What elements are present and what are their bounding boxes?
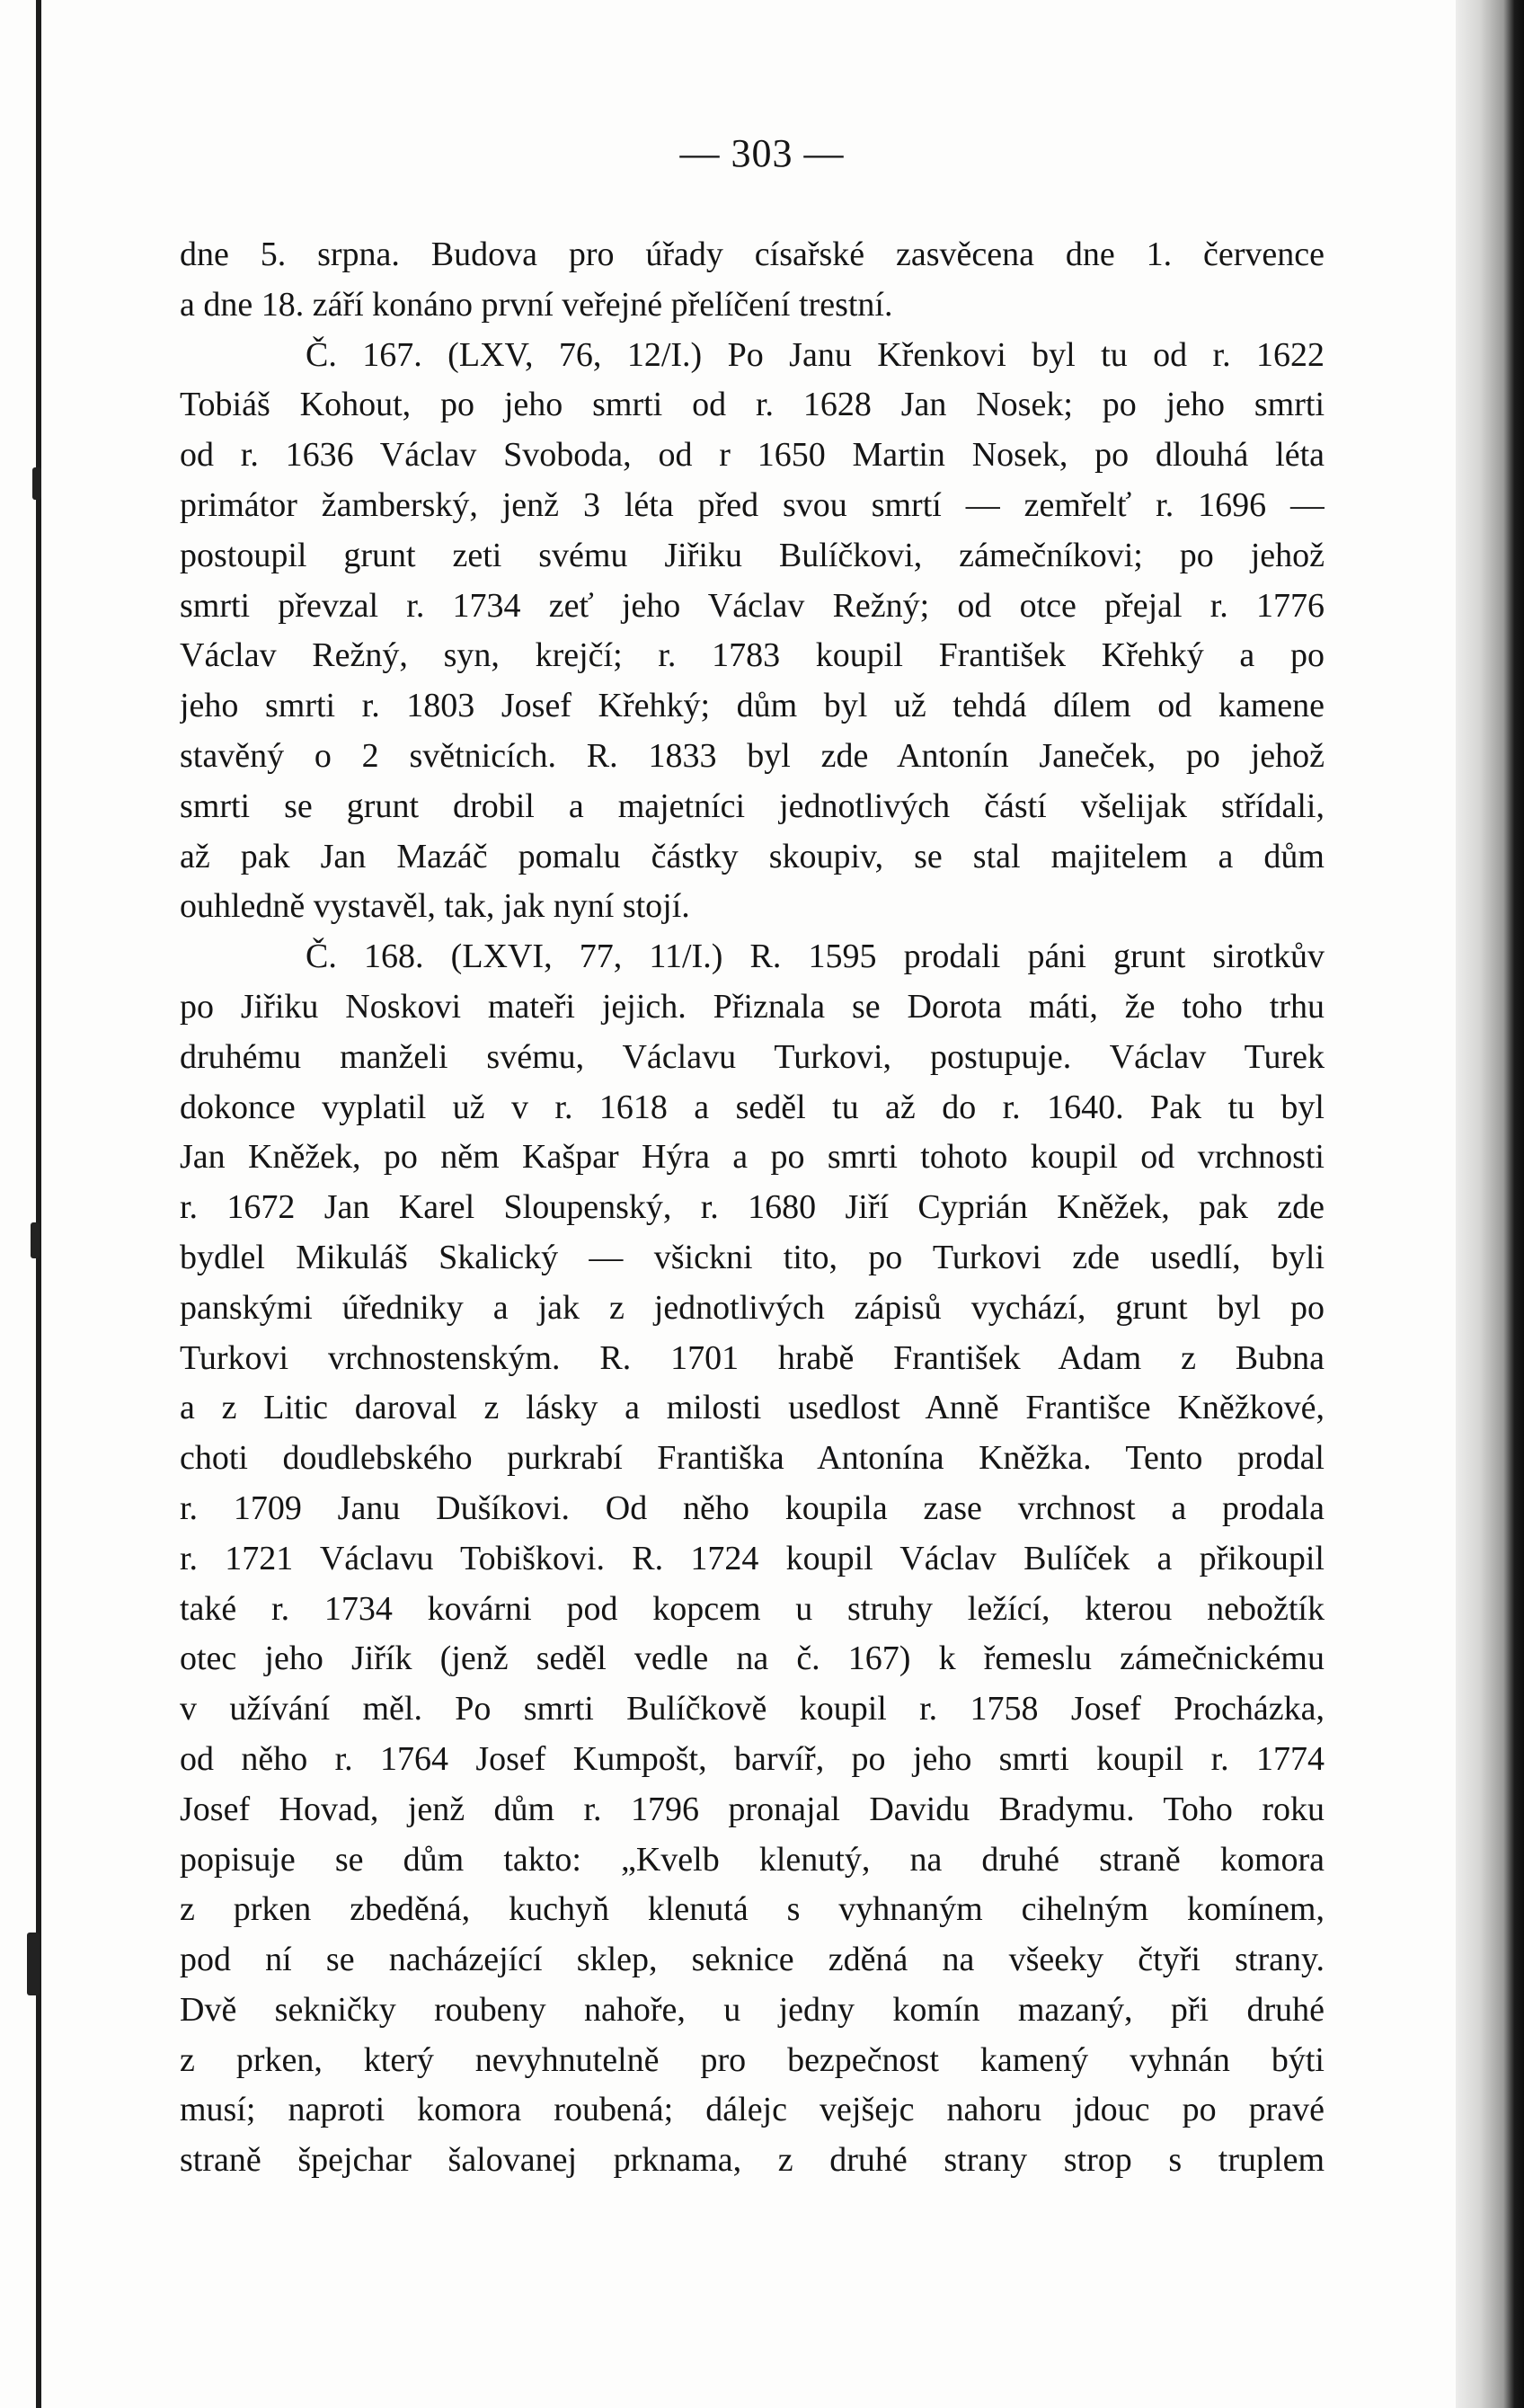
text-line: bydlel Mikuláš Skalický — všickni tito, po Turkovi zde usedlí, byli xyxy=(180,1238,1325,1276)
text-line: choti doudlebského purkrabí Františka Antonína Kněžka. Tento prodal xyxy=(180,1439,1325,1478)
text-line: smrti se grunt drobil a majetníci jednotlivých částí všelijak střídali, xyxy=(180,786,1325,825)
text-line: Č. 168. (LXVI, 77, 11/I.) R. 1595 prodali páni grunt sirotkův xyxy=(306,937,1325,976)
text-line: otec jeho Jiřík (jenž seděl vedle na č. 167) k řemeslu zámečnickému xyxy=(180,1639,1325,1678)
text-line: panskými úředniky a jak z jednotlivých zápisů vychází, grunt byl po xyxy=(180,1288,1325,1327)
text-line: až pak Jan Mazáč pomalu částky skoupiv, se stal majitelem a dům xyxy=(180,837,1325,875)
binding-mark xyxy=(27,1933,40,1995)
text-line: primátor žamberský, jenž 3 léta před svou smrtí — zemřelť r. 1696 — xyxy=(180,485,1325,524)
text-line: Turkovi vrchnostenským. R. 1701 hrabě František Adam z Bubna xyxy=(180,1338,1325,1377)
text-line: straně špejchar šalovanej prknama, z druhé strany strop s truplem xyxy=(180,2141,1325,2180)
text-line: popisuje se dům takto: „Kvelb klenutý, na druhé straně komora xyxy=(180,1840,1325,1879)
text-line: také r. 1734 kovárni pod kopcem u struhy ležící, kterou nebožtík xyxy=(180,1589,1325,1628)
text-line: Dvě sekničky roubeny nahoře, u jedny komín mazaný, při druhé xyxy=(180,1990,1325,2029)
text-line: druhému manželi svému, Václavu Turkovi, postupuje. Václav Turek xyxy=(180,1037,1325,1076)
text-line: ouhledně vystavěl, tak, jak nyní stojí. xyxy=(180,887,690,926)
text-line: Č. 167. (LXV, 76, 12/I.) Po Janu Křenkovi byl tu od r. 1622 xyxy=(306,335,1325,374)
text-line: postoupil grunt zeti svému Jiřiku Bulíčkovi, zámečníkovi; po jehož xyxy=(180,536,1325,574)
text-line: r. 1709 Janu Dušíkovi. Od něho koupila zase vrchnost a prodala xyxy=(180,1488,1325,1527)
text-line: z prken, který nevyhnutelně pro bezpečnost kamený vyhnán býti xyxy=(180,2040,1325,2079)
text-line: od r. 1636 Václav Svoboda, od r 1650 Martin Nosek, po dlouhá léta xyxy=(180,436,1325,475)
text-line: dokonce vyplatil už v r. 1618 a seděl tu až do r. 1640. Pak tu byl xyxy=(180,1088,1325,1126)
text-line: smrti převzal r. 1734 zeť jeho Václav Režný; od otce přejal r. 1776 xyxy=(180,586,1325,625)
page-edge-shadow xyxy=(1456,0,1524,2408)
text-line: r. 1672 Jan Karel Sloupenský, r. 1680 Jiří Cyprián Kněžek, pak zde xyxy=(180,1188,1325,1227)
text-line: Tobiáš Kohout, po jeho smrti od r. 1628 Jan Nosek; po jeho smrti xyxy=(180,386,1325,424)
text-line: z prken zbeděná, kuchyň klenutá s vyhnaným cihelným komínem, xyxy=(180,1890,1325,1929)
text-line: po Jiřiku Noskovi mateři jejich. Přiznala se Dorota máti, že toho trhu xyxy=(180,987,1325,1026)
text-line: od něho r. 1764 Josef Kumpošt, barvíř, po jeho smrti koupil r. 1774 xyxy=(180,1739,1325,1778)
body-text xyxy=(180,230,1325,2186)
binding-edge xyxy=(36,0,41,2408)
binding-mark xyxy=(31,1222,40,1258)
text-line: v užívání měl. Po smrti Bulíčkově koupil r. 1758 Josef Procházka, xyxy=(180,1690,1325,1728)
text-line: musí; naproti komora roubená; dálejc vejšejc nahoru jdouc po pravé xyxy=(180,2091,1325,2129)
text-line: Jan Kněžek, po něm Kašpar Hýra a po smrti tohoto koupil od vrchnosti xyxy=(180,1138,1325,1177)
text-line: Václav Režný, syn, krejčí; r. 1783 koupil František Křehký a po xyxy=(180,636,1325,675)
text-line: a z Litic daroval z lásky a milosti usedlost Anně Františce Kněžkové, xyxy=(180,1389,1325,1427)
page-number: — 303 — xyxy=(679,131,845,175)
text-line: dne 5. srpna. Budova pro úřady císařské zasvěcena dne 1. července xyxy=(180,235,1325,273)
text-line: r. 1721 Václavu Tobiškovi. R. 1724 koupil Václav Bulíček a přikoupil xyxy=(180,1539,1325,1577)
text-line: stavěný o 2 světnicích. R. 1833 byl zde Antonín Janeček, po jehož xyxy=(180,736,1325,775)
text-line: Josef Hovad, jenž dům r. 1796 pronajal Davidu Bradymu. Toho roku xyxy=(180,1790,1325,1828)
text-line: pod ní se nacházející sklep, seknice zděná na všeeky čtyři strany. xyxy=(180,1941,1325,1979)
text-line: jeho smrti r. 1803 Josef Křehký; dům byl už tehdá dílem od kamene xyxy=(180,687,1325,725)
text-line: a dne 18. září konáno první veřejné přelíčení trestní. xyxy=(180,285,893,324)
binding-mark xyxy=(32,467,41,500)
